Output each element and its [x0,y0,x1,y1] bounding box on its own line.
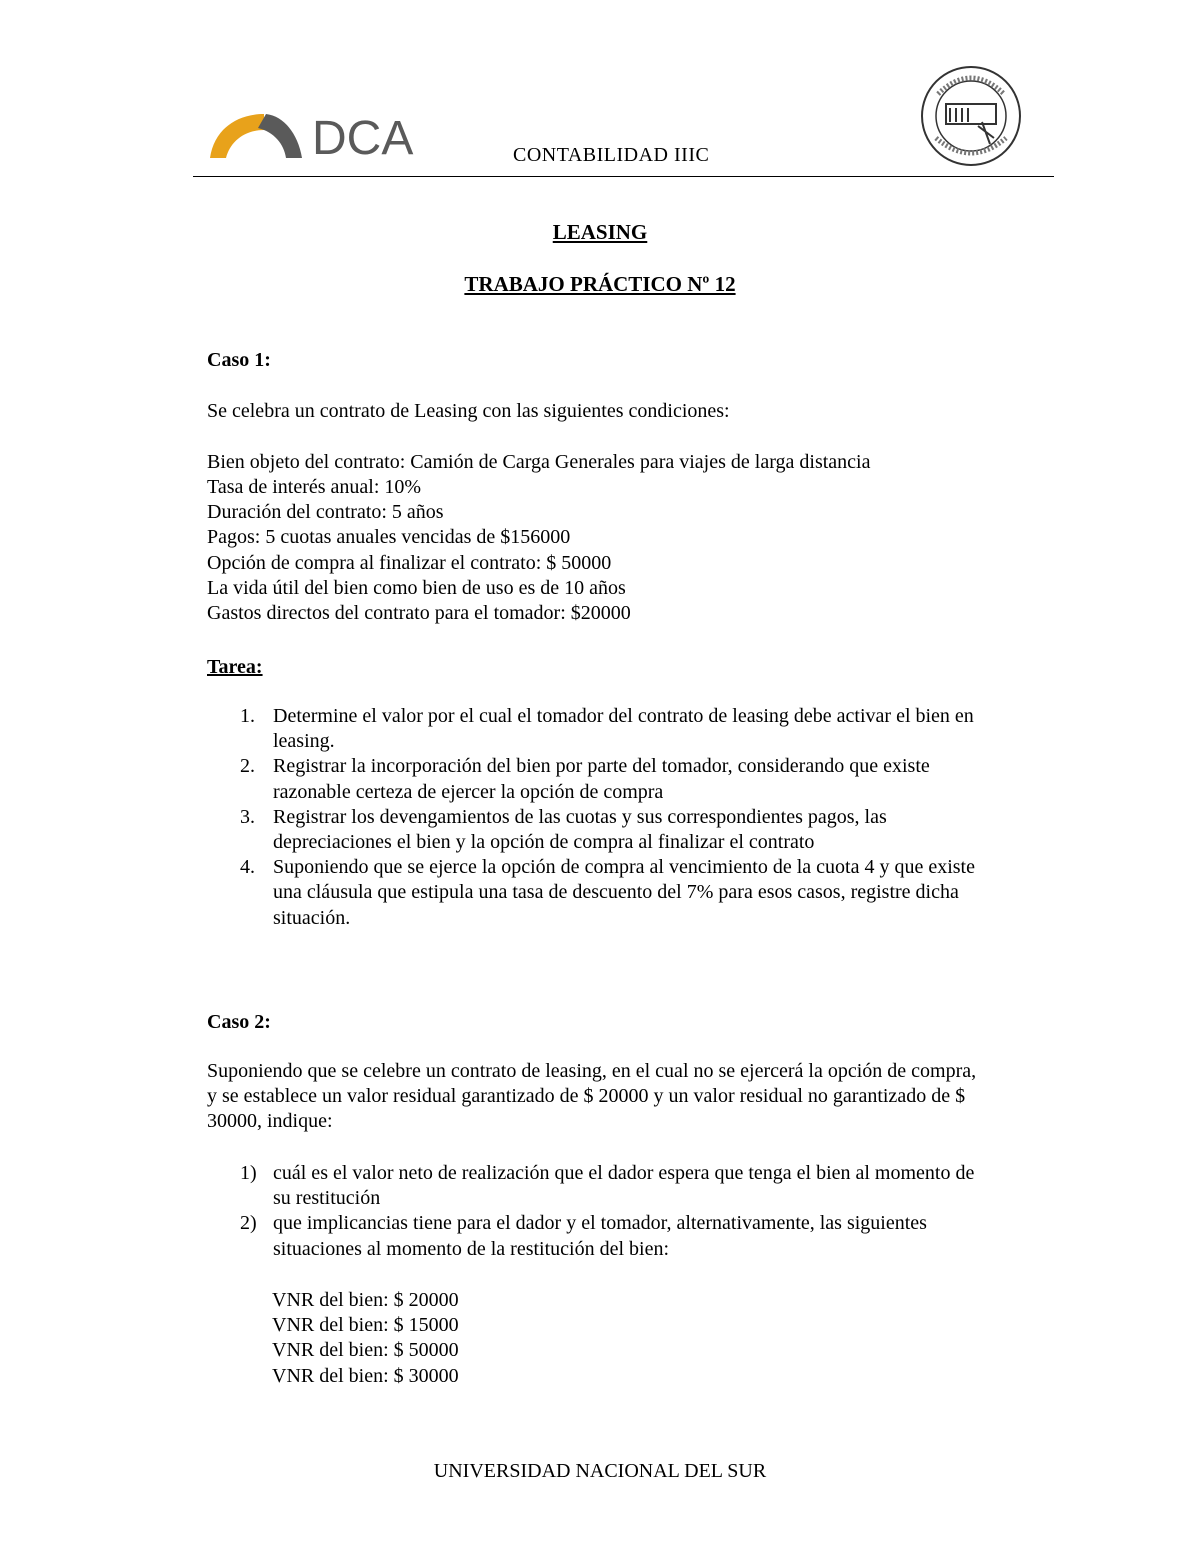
condition-line: La vida útil del bien como bien de uso es de 10 años [207,577,626,599]
vnr-line: VNR del bien: $ 50000 [272,1339,459,1361]
condition-line: Pagos: 5 cuotas anuales vencidas de $156000 [207,526,571,548]
logo-text: DCA [312,112,414,160]
vnr-line: VNR del bien: $ 15000 [272,1314,459,1336]
condition-line: Opción de compra al finalizar el contrato: $ 50000 [207,552,612,574]
footer-university: UNIVERSIDAD NACIONAL DEL SUR [433,1460,767,1482]
list-text: Determine el valor por el cual el tomador del contrato de leasing debe activar el bien en leasing. [273,705,974,753]
list-number: 1) [240,1162,257,1184]
list-item [207,704,993,754]
caso2-intro: Suponiendo que se celebre un contrato de leasing, en el cual no se ejercerá la opción de compra, y se establece un valor residual garantizado de $ 20000 y un valor residual no garantizado de $ 30000, indique: [207,1060,977,1133]
task-heading: Tarea: [207,656,263,678]
condition-line: Tasa de interés anual: 10% [207,476,422,498]
list-item [207,754,993,804]
list-number: 4. [240,856,255,879]
vnr-line: VNR del bien: $ 20000 [272,1289,459,1311]
task-list [207,704,993,931]
university-seal [918,64,1024,173]
vnr-line: VNR del bien: $ 30000 [272,1365,459,1387]
list-item [207,1161,993,1211]
course-name: CONTABILIDAD IIIC [513,144,710,166]
list-number: 3. [240,805,255,828]
list-text: que implicancias tiene para el dador y el tomador, alternativamente, las siguientes situaciones al momento de la restitución del bien: [273,1212,927,1260]
list-number: 2) [240,1212,257,1235]
list-text: Registrar la incorporación del bien por parte del tomador, considerando que existe razonable certeza de ejercer la opción de compra [273,755,930,803]
condition-line: Duración del contrato: 5 años [207,501,444,523]
dca-logo [208,108,418,165]
list-text: Registrar los devengamientos de las cuotas y sus correspondientes pagos, las depreciaciones el bien y la opción de compra al finalizar el contrato [273,805,887,854]
caso2-heading: Caso 2: [207,1011,271,1033]
caso1-intro: Se celebra un contrato de Leasing con las siguientes condiciones: [207,400,730,422]
list-text: Suponiendo que se ejerce la opción de compra al vencimiento de la cuota 4 y que existe una cláusula que estipula una tasa de descuento del 7% para esos casos, registre dicha situación. [273,856,975,929]
list-number: 1. [240,705,255,727]
condition-line: Gastos directos del contrato para el tomador: $20000 [207,602,631,624]
caso1-heading: Caso 1: [207,349,271,371]
caso2-list [207,1161,993,1262]
dca-logo-mark [208,108,418,160]
list-item [207,1211,993,1261]
document-subtitle: TRABAJO PRÁCTICO Nº 12 [464,272,736,296]
list-item [207,805,993,855]
list-item [207,855,993,931]
header-divider [193,176,1054,177]
document-title: LEASING [552,220,648,244]
list-number: 2. [240,755,255,778]
condition-line: Bien objeto del contrato: Camión de Carga Generales para viajes de larga distancia [207,451,871,473]
list-text: cuál es el valor neto de realización que el dador espera que tenga el bien al momento de su restitución [273,1162,975,1210]
